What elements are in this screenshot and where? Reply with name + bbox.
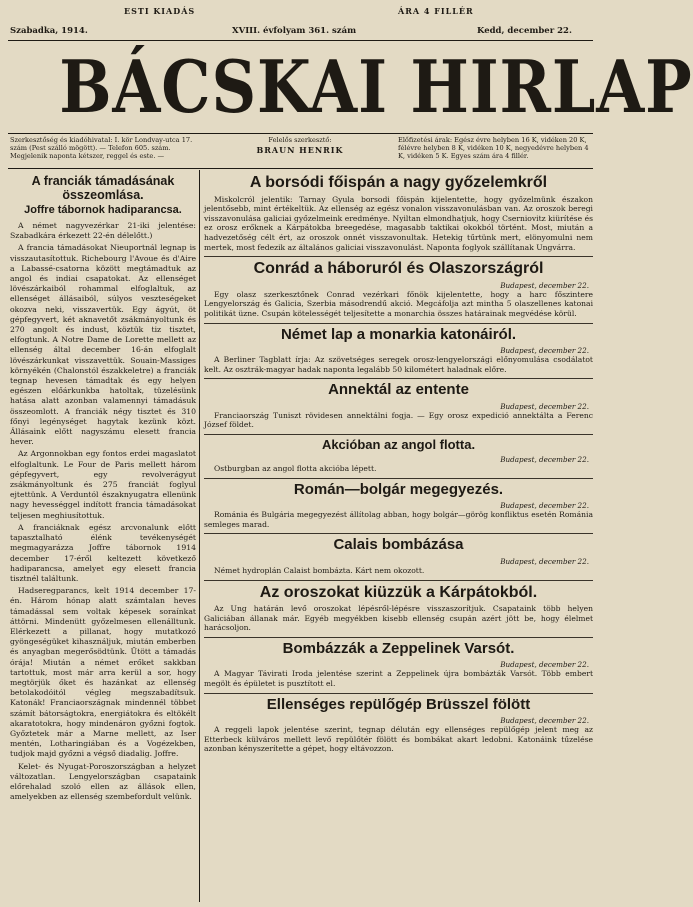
article-dateline: Budapest, december 22. bbox=[500, 501, 589, 511]
article-separator bbox=[204, 478, 593, 479]
top-line bbox=[0, 6, 601, 18]
left-article-headline: A franciák támadásának összeomlása. bbox=[31, 174, 175, 202]
article-separator bbox=[204, 323, 593, 324]
article-body: Német hydroplán Calaist bombázta. Kárt nem okozott. bbox=[214, 565, 425, 575]
masthead-rule-bottom bbox=[8, 133, 593, 134]
issue-place-year: Szabadka, 1914. bbox=[10, 26, 88, 36]
article-body: A Berliner Tagblatt írja: Az szövetséges seregek orosz-lengyelországi előnyomulása csodálatot kelt. Az osztrák-magyar hadak naponta legalább 50 kilométert haladnak előre. bbox=[204, 355, 593, 374]
left-article-paragraph: A német nagyvezérkar 21-iki jelentése: Szabadkára érkezett 22-én délelőtt.) bbox=[10, 221, 196, 241]
article-headline: Conrád a háboruról és Olaszországról bbox=[253, 260, 544, 278]
article-body: A reggeli lapok jelentése szerint, tegnap délután egy ellenséges repülőgép jelent meg az Etterbeck külváros mellett levő repülőtér fölött és bombákat akart ledobni. Katonáink tűzelése azonban kényszerítette a gépet, hogy eltávozzon. bbox=[204, 725, 593, 754]
article-body: Miskolcról jelentik: Tarnay Gyula borsodi főispán kijelentette, hogy győzelmünk északon jelentősebb, mint értékeltük. Az ellenség az egész vonalon visszavonulásban van. Az oroszok beregi visszavonulása galiciai győzelmeink eredménye. Nyiltan elmondhatjuk, hogy Cserniovitz kiürítése és ez orosz erőknek a Kárpátokba breegedése, magasabb taktikai okokból történt. Most, miután a hadvezetőség célt ért, az oroszok onnét visszavonultak. Hetekig tűrtünk mert, elönyomulni nem mertek, most fedezik az általános galiciai visszavonulást. Naponta foglyok szállítanak Ungvárra. bbox=[204, 194, 593, 252]
article-body: Románia és Bulgária megegyezést állítolag abban, hogy bolgár—görög konfliktus esetén Románia semleges marad. bbox=[204, 510, 593, 529]
dateline bbox=[10, 26, 590, 38]
edition-label: ESTI KIADÁS bbox=[124, 6, 196, 16]
editor-label: Felelős szerkesztő: bbox=[268, 136, 332, 144]
news-article bbox=[204, 327, 593, 380]
right-column bbox=[204, 172, 593, 902]
news-article bbox=[204, 641, 593, 694]
article-body: Franciaország Tuniszt rövidesen annektálni fogja. — Egy orosz expedició annektálta a Ferenc József földet. bbox=[204, 410, 593, 430]
article-dateline: Budapest, december 22. bbox=[500, 716, 589, 726]
editor-info bbox=[240, 136, 360, 154]
article-headline: Román—bolgár megegyezés. bbox=[293, 480, 504, 498]
subscription-info: Előfizetési árak: Egész évre helyben 16 K, vidéken 20 K, félévre helyben 8 K, vidéken 10 K, negyedévre helyben 4 K, vidéken 5 K. Egyes szám ára 4 fillér. bbox=[398, 136, 589, 160]
article-separator bbox=[204, 693, 593, 694]
news-article bbox=[204, 584, 593, 638]
office-info: Szerkesztőség és kiadóhivatal: I. kör Londvay-utca 17. szám (Pest szálló mögött). — Telefon 605. szám. Megjelenik naponta kétszer, reggel és este. — bbox=[10, 136, 193, 160]
header-rule bbox=[8, 168, 593, 169]
article-body: Ostburgban az angol flotta akcióba lépett. bbox=[214, 464, 377, 474]
masthead-title: BÁCSKAI HIRLAP bbox=[59, 44, 693, 129]
article-headline: Bombázzák a Zeppelinek Varsót. bbox=[282, 639, 515, 657]
article-headline: Német lap a monarkia katonáiról. bbox=[280, 325, 517, 343]
article-headline: Calais bombázása bbox=[333, 536, 464, 554]
article-body: Egy olasz szerkesztőnek Conrad vezérkari főnök kijelentette, hogy a harc főszintere Lengyelország és Galicia, Szerbia másodrendű akció. Megcáfolja azt mintha 5 olaszellenes katonai politikát üzne. Csupán kötelességét teljesítette a monarchia összes határainak megvédése körül. bbox=[204, 289, 593, 318]
article-separator bbox=[204, 378, 593, 379]
article-headline: Annektál az entente bbox=[328, 381, 469, 399]
article-separator bbox=[204, 533, 593, 534]
left-article-paragraph: Az Argonnokban egy fontos erdei magaslatot elfoglaltunk. Le Four de Paris mellett három gépfegyvert, egy revolverágyut zsákmányoltunk és 275 franciát foglyul ejtettünk. A Verduntól északnyugatra ellenünk nagy hevességgel indított francia támadásokat teljesen meghiusítottuk. bbox=[10, 449, 196, 520]
article-headline: Ellenséges repülőgép Brüsszel fölött bbox=[266, 695, 531, 713]
article-body: Az Ung határán levő oroszokat lépésről-lépésre visszaszorítjuk. Csapataink több helyen Galiciában állanak már. Egyéb megyékben kisebb ellenség csupán azért jött be, hogy élelmet harácsoljon. bbox=[204, 604, 593, 633]
article-dateline: Budapest, december 22. bbox=[500, 556, 589, 566]
news-article bbox=[204, 537, 593, 580]
news-article bbox=[204, 382, 593, 435]
article-headline: Akcióban az angol flotta. bbox=[321, 436, 476, 452]
article-dateline: Budapest, december 22. bbox=[500, 346, 589, 356]
left-article-paragraph: A francia támadásokat Nieuportnál legnap is visszautasítottuk. Richebourg l'Avoue és d'Aire a Labassé-csatorna között megtámadtuk az angol és indiai csapatokat. Az ellenséget lövészárkaiból rohammal elfoglaltuk, az ellenséget állásaiból, súlyos veszteségeket okozva neki, visszavertük. Egy ágyút, öt gépfegyvert, két aknavetőt zsákmányoltunk és 270 angolt és indust, köztük tiz tisztet, elfogtunk. A Notre Dame de Lorette mellett az ellenség által december 16-án elfoglalt lövészárkunkat visszavettük. Souain-Massiges környékén (Chalonstól északkeletre) a franciák tegnap hevesen támadtak és egy helyen egészen előárkunkba hatoltak, tüzelésünk hatása alatt azonban valamennyi támadásuk összeomlott. A franciák négy tisztet és 310 főnyi legénységet hagytak kezünk közt. Állásaink előtt nagyszámu elesett francia hever. bbox=[10, 243, 196, 447]
price-label: ÁRA 4 FILLÉR bbox=[398, 6, 474, 16]
news-article bbox=[204, 174, 593, 257]
article-separator bbox=[204, 580, 593, 581]
article-dateline: Budapest, december 22. bbox=[500, 401, 589, 411]
article-headline: Az oroszokat kiüzzük a Kárpátokból. bbox=[259, 583, 538, 601]
news-article bbox=[204, 260, 593, 323]
article-headline: A borsódi főispán a nagy győzelemkről bbox=[249, 174, 548, 191]
left-article-paragraph: A franciáknak egész arcvonalunk előtt tapasztalható élénk tevékenységét megmagyarázza Joffre tábornok 1914 december 17-éről keltezett következő hadiparancsa, amelyet egy elesett francia tisztnél találtunk. bbox=[10, 522, 196, 583]
article-dateline: Budapest, december 22. bbox=[500, 660, 589, 670]
editor-name: BRAUN HENRIK bbox=[256, 145, 344, 155]
article-separator bbox=[204, 256, 593, 257]
news-article bbox=[204, 438, 593, 479]
article-separator bbox=[204, 637, 593, 638]
right-articles bbox=[204, 174, 593, 754]
left-article-paragraph: Kelet- és Nyugat-Poroszországban a helyzet változatlan. Lengyelországban csapataink előrehalad szoló ellen az állások ellen, amelyekben az ellenség szembefordult velünk. bbox=[10, 761, 196, 802]
issue-date: Kedd, december 22. bbox=[477, 26, 572, 36]
masthead-rule-top bbox=[8, 40, 593, 41]
left-article-paragraph: Hadseregparancs, kelt 1914 december 17-én. Három hónap alatt számtalan heves támadással sem voltak képesek soraínkat áttörni. Mindenütt győzelmesen ellenálltunk. Elérkezett a pillanat, hogy mutatkozó gyöngeségüket kihasználjuk, miután emberben és anyagban megerősödtünk. Ütött a támadás órája! Miután a német erőket sakkban tartottuk, most már arra kerül a sor, hogy megtörjük őket és hazánkat az ellenség betolakodóitól végleg megszabadítsuk. Katonák! Franciaországnak mindennél többet számít bátorságtokra, energiátokra és eltökélt akaratotokra, hogy mindenáron győzni fogtok. Győztetek már a Marne mellett, az Iser mentén, Lotharingiában és a Vogézekben, tudjok majd győzni a végső diadalig. Joffre. bbox=[10, 586, 196, 759]
article-dateline: Budapest, december 22. bbox=[500, 280, 589, 290]
left-column bbox=[10, 172, 196, 902]
left-article-subheadline: Joffre tábornok hadiparancsa. bbox=[24, 204, 182, 216]
issue-volume: XVIII. évfolyam 361. szám bbox=[232, 26, 357, 36]
news-article bbox=[204, 697, 593, 754]
article-dateline: Budapest, december 22. bbox=[500, 455, 589, 465]
article-separator bbox=[204, 434, 593, 435]
news-article bbox=[204, 482, 593, 535]
article-body: A Magyar Távirati Iroda jelentése szerint a Zeppelinek újra bombázták Varsót. Több embert megölt és épületet is pusztított el. bbox=[204, 669, 593, 689]
left-article-body bbox=[10, 221, 196, 802]
column-divider bbox=[199, 170, 200, 902]
